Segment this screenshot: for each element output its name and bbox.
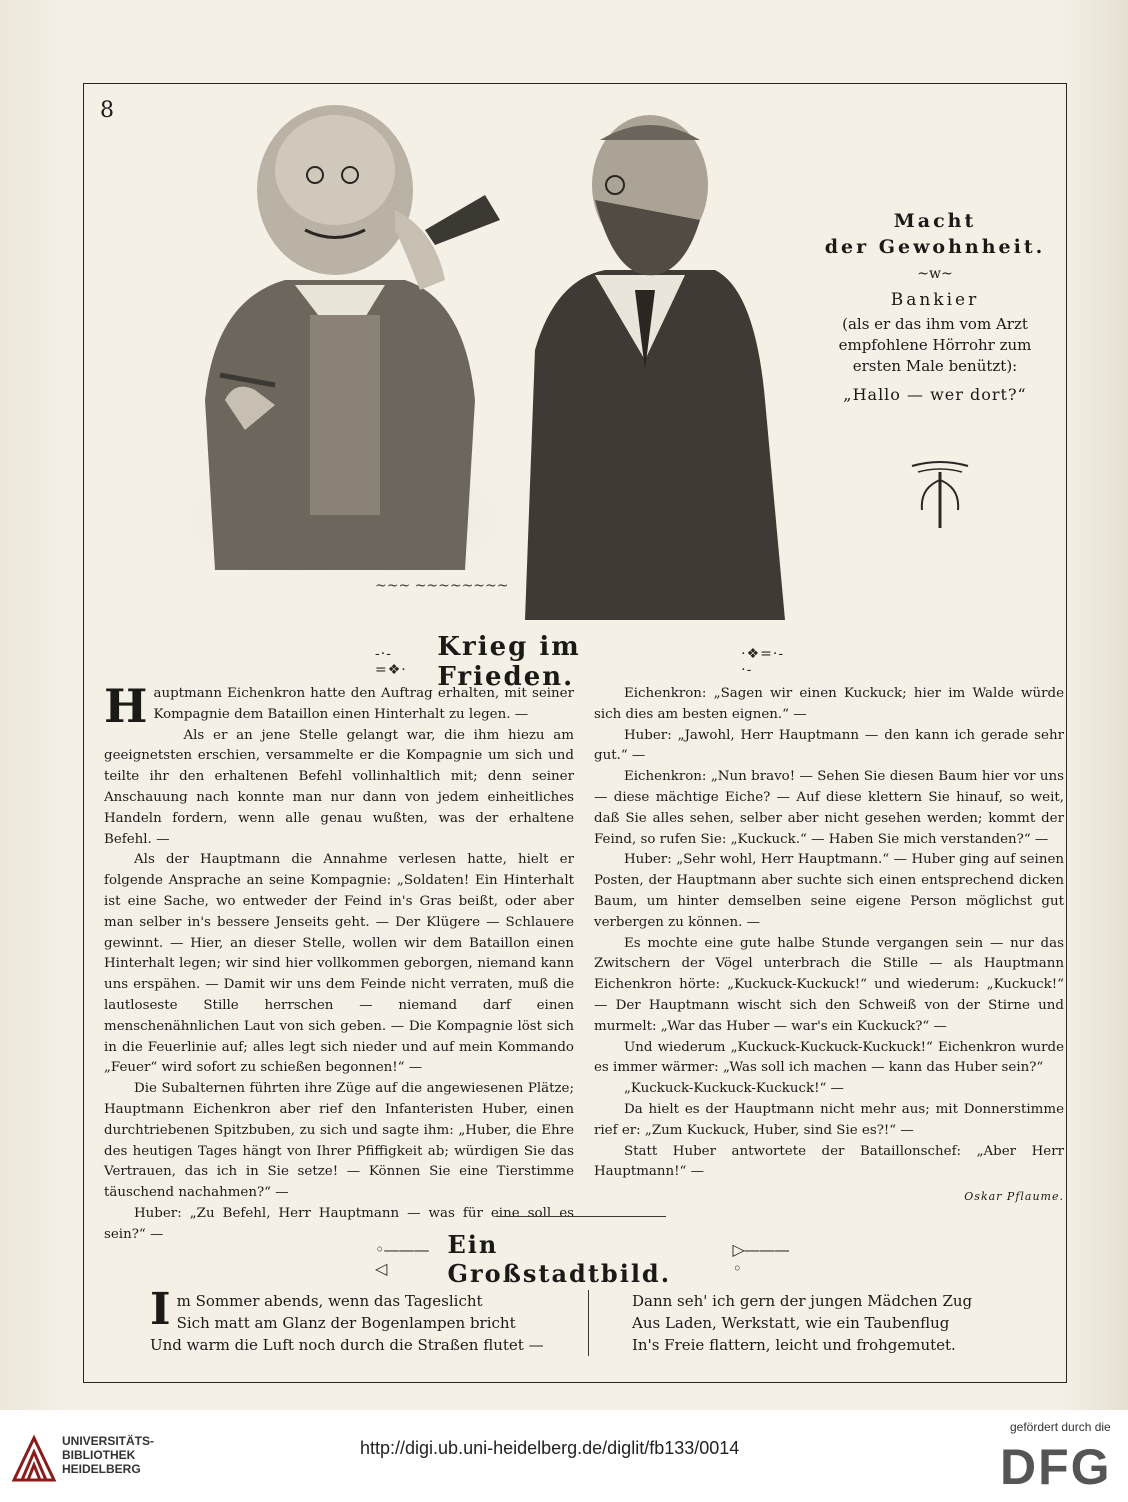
poem-title bbox=[375, 1230, 795, 1288]
caption-stage-line: ersten Male benützt): bbox=[852, 357, 1018, 375]
drop-cap: H bbox=[104, 679, 148, 733]
poem-line: Und warm die Luft noch durch die Straßen flutet — bbox=[150, 1336, 544, 1354]
story-paragraph: „Kuckuck-Kuckuck-Kuckuck!“ — bbox=[624, 1081, 844, 1097]
poem-stanza-left bbox=[150, 1284, 580, 1356]
story-column-left bbox=[104, 679, 574, 1246]
caption-title-line2: der Gewohnheit. bbox=[824, 236, 1046, 258]
banker-figure bbox=[525, 115, 785, 620]
story-column-right bbox=[594, 684, 1064, 1208]
story-paragraph: Eichenkron: „Sagen wir einen Kuckuck; hier im Walde würde sich dies am besten eignen.“ — bbox=[594, 686, 1064, 722]
story-paragraph: Huber: „Jawohl, Herr Hauptmann — den kann ich gerade sehr gut.“ — bbox=[594, 727, 1064, 764]
story-title-text: Krieg im Frieden. bbox=[437, 632, 581, 692]
story-title bbox=[375, 632, 795, 692]
caption-quote: „Hallo — wer dort?“ bbox=[843, 385, 1027, 404]
poem-ornament-right: ▷———◦ bbox=[732, 1240, 789, 1278]
story-paragraph: Da hielt es der Hauptmann nicht mehr aus; mit Donnerstimme rief er: „Zum Kuckuck, Huber, sind Sie es?!“ — bbox=[594, 1101, 1064, 1138]
story-paragraph: Eichenkron: „Nun bravo! — Sehen Sie diesen Baum hier vor uns — diese mächtige Eiche? — Auf diese klettern Sie hinauf, so weit, daß Sie alles sehen, selber aber nicht gesehen werden; kommt der Feind, so rufen Sie: „Kuckuck.“ — Haben Sie mich verstanden?“ — bbox=[594, 769, 1064, 847]
story-paragraph: Und wiederum „Kuckuck-Kuckuck-Kuckuck!“ Eichenkron wurde es immer wärmer: „Was soll ich machen — kann das Huber sein?“ bbox=[594, 1039, 1064, 1076]
poem-line: Aus Laden, Werkstatt, wie ein Taubenflug bbox=[632, 1314, 950, 1332]
fat-man-figure bbox=[205, 105, 500, 570]
story-paragraph: Huber: „Zu Befehl, Herr Hauptmann — was für eine soll es sein?“ — bbox=[104, 1205, 574, 1242]
poem-ornament-left: ◦———◁ bbox=[375, 1240, 429, 1278]
poem-title-text: Ein Großstadtbild. bbox=[447, 1230, 672, 1288]
caption-speaker: Bankier bbox=[890, 290, 980, 310]
source-url-link[interactable]: http://digi.ub.uni-heidelberg.de/diglit/fb133/0014 bbox=[360, 1438, 740, 1458]
story-paragraph: Als er an jene Stelle gelangt war, die ihm hiezu am geeignetsten erschien, versammelte er die Kompagnie um sich und teilte ihr den erhaltenen Befehl vollinhaltlich mit; denn seiner Anschauung nach konnte man nur dann von jedem einheitliches Handeln fordern, wenn alle genau wußten, was der erhaltene Befehl. — bbox=[104, 727, 574, 847]
funder-text: gefördert durch die bbox=[1010, 1420, 1111, 1434]
title-ornament-left: -·-=❖· bbox=[375, 646, 407, 678]
caption-stage-line: (als er das ihm vom Arzt bbox=[842, 315, 1028, 333]
poem-drop-cap: I bbox=[150, 1284, 171, 1335]
caption-title-line1: Macht bbox=[893, 210, 977, 232]
title-ornament-right: ·❖=·-·- bbox=[741, 646, 785, 678]
poem-stanza-right bbox=[632, 1290, 1032, 1356]
caption-stage-line: empfohlene Hörrohr zum bbox=[838, 336, 1032, 354]
caption-squiggle: ~w~ bbox=[917, 266, 953, 282]
story-author: Oskar Pflaume. bbox=[964, 1190, 1064, 1204]
story-paragraph: Statt Huber antwortete der Bataillonschef: „Aber Herr Hauptmann!“ — bbox=[594, 1143, 1064, 1180]
story-paragraph: Hauptmann Eichenkron hatte den Auftrag erhalten, mit seiner Kompagnie dem Bataillon einen Hinterhalt zu legen. — bbox=[104, 679, 574, 733]
ornament-icon bbox=[908, 458, 972, 530]
dfg-logo: DFG bbox=[1000, 1439, 1112, 1495]
poem-divider bbox=[588, 1290, 589, 1356]
poem-line: Sich matt am Glanz der Bogenlampen bricht bbox=[176, 1314, 516, 1332]
section-divider bbox=[496, 1216, 666, 1217]
story-paragraph: Es mochte eine gute halbe Stunde vergangen sein — nur das Zwitschern der Vögel unterbrach die Stille — als Hauptmann Eichenkron hörte: „Kuckuck-Kuckuck!“ und wiederum: „Kuckuck!“ — Der Hauptmann wischt sich den Schweiß von der Stirne und murmelt: „War das Huber — war's ein Kuckuck?“ — bbox=[594, 935, 1064, 1034]
poem-line: m Sommer abends, wenn das Tageslicht bbox=[176, 1292, 483, 1310]
library-name: UNIVERSITÄTS- BIBLIOTHEK HEIDELBERG bbox=[62, 1434, 155, 1476]
caption-block bbox=[820, 208, 1050, 404]
artist-signature: ~~~ ~~~~~~~~ bbox=[375, 578, 509, 594]
cartoon-illustration bbox=[145, 100, 815, 620]
story-paragraph: Die Subalternen führten ihre Züge auf die angewiesenen Plätze; Hauptmann Eichenkron aber rief den Infanteristen Huber, einen durchtriebenen Spitzbuben, zu sich und sagte ihm: „Huber, die Ehre des heutigen Tages hängt von Ihrer Pfiffigkeit ab; würdigen Sie das Vertrauen, das ich in Sie setze! — Können Sie eine Tierstimme täuschend nachahmen?“ — bbox=[104, 1081, 574, 1201]
story-paragraph: Huber: „Sehr wohl, Herr Hauptmann.“ — Huber ging auf seinen Posten, der Hauptmann aber suchte sich einen entsprechend dicken Baum, um hinter demselben seine eigene Person möglichst gut verbergen zu können. — bbox=[594, 852, 1064, 930]
poem-line: In's Freie flattern, leicht und frohgemutet. bbox=[632, 1336, 956, 1354]
digitization-footer bbox=[0, 1410, 1128, 1502]
story-paragraph: Als der Hauptmann die Annahme verlesen hatte, hielt er folgende Ansprache an seine Kompagnie: „Soldaten! Ein Hinterhalt ist eine Sache, wo entweder der Feind in's Gras beißt, oder aber man selber in's bessere Jenseits geht. — Der Klügere — Schlauere gewinnt. — Hier, an dieser Stelle, wollen wir dem Bataillon einen Hinterhalt legen; wir sind hier vollkommen geborgen, niemand kann uns erspähen. — Damit wir uns dem Feinde nicht verraten, muß die lautloseste Stille herrschen — niemand darf einen menschenähnlichen Laut von sich geben. — Die Kompagnie löst sich in die Feuerlinie auf; alles legt sich nieder und auf mein Kommando „Feuer“ wird sofort zu schießen begonnen!“ — bbox=[104, 852, 574, 1076]
library-logo-icon bbox=[12, 1432, 56, 1482]
page-number: 8 bbox=[100, 98, 114, 123]
poem-line: Dann seh' ich gern der jungen Mädchen Zug bbox=[632, 1292, 973, 1310]
